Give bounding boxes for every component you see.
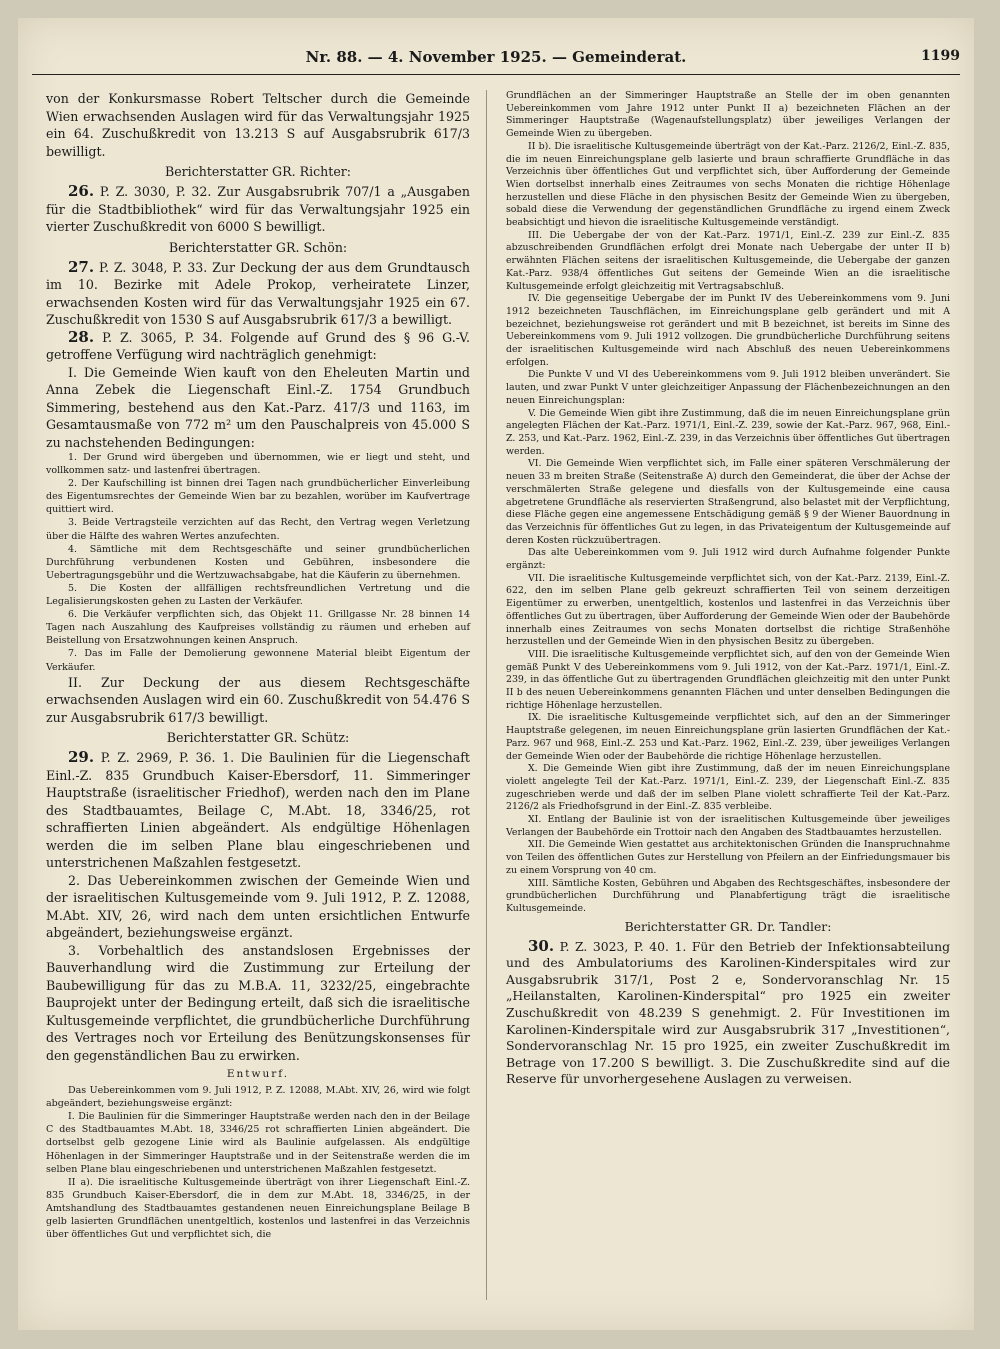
- paragraph-text: Berichterstatter GR. Richter:: [164, 164, 352, 179]
- small-paragraph: [506, 90, 950, 141]
- small-paragraph: [46, 1110, 470, 1175]
- paragraph-text: III. Die Uebergabe der von der Kat.-Parz. 1971/1, Einl.-Z. 239 zur Einl.-Z. 835 abzuschreibenden Grundflächen erfolgt drei Monate nach Uebergabe der unter II b) erwähnten Flächen seitens der israelitischen Kultusgemeinde, die Uebergabe der ganzen Kat.-Parz. 938/4 öffentliches Gut seitens der Gemeinde Wien an die israelitische Kultusgemeinde erfolgt gleichzeitig mit Vertragsabschluß.: [506, 229, 950, 292]
- paragraph: [46, 872, 470, 942]
- small-paragraph: [506, 369, 950, 407]
- paragraph-text: Berichterstatter GR. Schön:: [168, 239, 348, 255]
- paragraph-text: II. Zur Deckung der aus diesem Rechtsgeschäfte erwachsenden Auslagen wird ein 60. Zuschußkredit von 54.476 S zur Ausgabsrubrik 617/3 bewilligt.: [46, 674, 470, 725]
- paragraph-text: P. Z. 3048, P. 33. Zur Deckung der aus dem Grundtausch im 10. Bezirke mit Adele Prokop, verheiratete Linzer, erwachsenden Kosten wird für das Verwaltungsjahr 1925 ein 67. Zuschußkredit von 1530 S auf Ausgabsrubrik 617/3 a bewilligt.: [46, 259, 470, 327]
- section-heading: [46, 1067, 470, 1082]
- newspaper-page: [18, 18, 974, 1330]
- reporter-heading: [46, 728, 470, 747]
- reporter-heading: [46, 238, 470, 257]
- small-paragraph: [46, 516, 470, 542]
- paragraph-text: Das Uebereinkommen vom 9. Juli 1912, P. Z. 12088, M.Abt. XIV, 26, wird wie folgt abgeändert, beziehungsweise ergänzt:: [46, 1085, 470, 1110]
- header-title: Nr. 88. — 4. November 1925. — Gemeinderat.: [305, 48, 687, 66]
- paragraph-text: Die Punkte V und VI des Uebereinkommens vom 9. Juli 1912 bleiben unverändert. Sie lauten, und zwar Punkt V unter gleichzeitiger Anpassung der Flächenbezeichnungen an den neuen Einreichungsplan:: [506, 369, 950, 406]
- paragraph-text: 5. Die Kosten der allfälligen rechtsfreundlichen Vertretung und die Legalisierungskosten gehen zu Lasten der Verkäufer.: [46, 582, 470, 608]
- paragraph-text: I. Die Gemeinde Wien kauft von den Eheleuten Martin und Anna Zebek die Liegenschaft Einl.-Z. 1754 Grundbuch Simmering, bestehend aus den Kat.-Parz. 417/3 und 1163, im Gesamtausmaße von 772 m² um den Pauschalpreis von 45.000 S zu nachstehenden Bedingungen:: [46, 364, 470, 450]
- paragraph-text: II a). Die israelitische Kultusgemeinde überträgt von ihrer Liegenschaft Einl.-Z. 835 Grundbuch Kaiser-Ebersdorf, die in dem zur M.Abt. 18, 3346/25, in der Amtshandlung des Stadtbauamtes gestandenen neuen Einreichungsplane Beilage B gelb lasierten Grundflächen unentgeltlich, kostenlos und lastenfrei in das Verzeichnis über öffentliches Gut und verpflichtet sich, die: [46, 1176, 470, 1241]
- paragraph-text: VII. Die israelitische Kultusgemeinde verpflichtet sich, von der Kat.-Parz. 2139, Einl.-Z. 622, den im selben Plane gelb gekreuzt schraffierten Teil von seinem derzeitigen Eigentümer zu erwerben, unentgeltlich, kostenlos und lastenfrei in das Verzeichnis über öffentliches Gut zu übertragen, über Aufforderung der Gemeinde Wien oder der Baubehörde innerhalb eines Zeitraumes von sechs Monaten dortselbst die richtige Straßenhöhe herzustellen und der Gemeinde Wien in den physischen Besitz zu übergeben.: [506, 572, 950, 648]
- small-paragraph: [506, 230, 950, 294]
- small-paragraph: [506, 573, 950, 649]
- paragraph-text: Entwurf.: [226, 1068, 290, 1081]
- paragraph: [46, 364, 470, 452]
- paragraph: [46, 674, 470, 727]
- paragraph-text: 4. Sämtliche mit dem Rechtsgeschäfte und seiner grundbücherlichen Durchführung verbundenen Kosten und Gebühren, insbesondere die Uebertragungsgebühr und die Wertzuwachsabgabe, hat die Käuferin zu übernehmen.: [46, 543, 470, 581]
- paragraph: [46, 183, 470, 236]
- paragraph-text: IV. Die gegenseitige Uebergabe der im Punkt IV des Uebereinkommens vom 9. Juni 1912 bezeichneten Tauschflächen, im Einreichungsplane gelb gerändert und mit A bezeichnet, beziehungsweise rot gerändert und mit B bezeichnet, ist bereits im Sinne des Uebereinkommens vom 9. Juli 1912 vollzogen. Die grundbücherliche Durchführung seitens der israelitischen Kultusgemeinde wird nach Abschluß des neuen Uebereinkommens erfolgen.: [506, 293, 950, 368]
- paragraph-text: XI. Entlang der Baulinie ist von der israelitischen Kultusgemeinde über jeweiliges Verlangen der Baubehörde ein Trottoir nach den Angaben des Stadtbauamtes herzustellen.: [506, 814, 950, 838]
- small-paragraph: [506, 141, 950, 230]
- small-paragraph: [46, 451, 470, 477]
- paragraph-text: VIII. Die israelitische Kultusgemeinde verpflichtet sich, auf den von der Gemeinde Wien gemäß Punkt V des Uebereinkommens vom 9. Juli 1912, von der Kat.-Parz. 1971/1, Einl.-Z. 239, in das öffentliche Gut zu übertragenden Grundflächen gleichzeitig mit den unter Punkt II b des neuen Uebereinkommens genannten Flächen und unter denselben Bedingungen die richtige Höhenlage herzustellen.: [506, 648, 950, 711]
- paragraph-text: XIII. Sämtliche Kosten, Gebühren und Abgaben des Rechtsgeschäftes, insbesondere der grundbücherlichen Durchführung und Planabfertigung trägt die israelitische Kultusgemeinde.: [506, 877, 950, 914]
- paragraph-text: 3. Beide Vertragsteile verzichten auf das Recht, den Vertrag wegen Verletzung über die Hälfte des wahren Wertes anzufechten.: [46, 517, 470, 542]
- small-paragraph: [46, 1084, 470, 1110]
- small-paragraph: [506, 878, 950, 916]
- item-number: 28.: [68, 327, 95, 346]
- small-paragraph: [46, 1176, 470, 1241]
- column-divider: [486, 90, 487, 1300]
- item-number: 26.: [68, 182, 95, 200]
- paragraph-text: 6. Die Verkäufer verpflichten sich, das Objekt 11. Grillgasse Nr. 28 binnen 14 Tagen nach Auszahlung des Kaufpreises vollständig zu räumen und erheben auf Beistellung von Ersatzwohnungen keinen Anspruch.: [46, 609, 470, 647]
- reporter-heading: [46, 162, 470, 181]
- paragraph-text: I. Die Baulinien für die Simmeringer Hauptstraße werden nach den in der Beilage C des Stadtbauamtes M.Abt. 18, 3346/25 rot schraffierten Linien abgeändert. Die dortselbst gelb gezogene Linie wird als Baulinie aufgelassen. Als endgültige Höhenlagen in der Simmeringer Hauptstraße und in der Seitenstraße werden die im selben Plane blau eingeschriebenen und unterstrichenen Maßzahlen festgesetzt.: [46, 1111, 470, 1175]
- paragraph: [46, 942, 470, 1065]
- small-paragraph: [506, 814, 950, 839]
- paragraph: [46, 90, 470, 160]
- small-paragraph: [506, 763, 950, 814]
- small-paragraph: [506, 712, 950, 763]
- reporter-heading: [506, 918, 950, 936]
- small-paragraph: [46, 582, 470, 608]
- small-paragraph: [46, 477, 470, 516]
- small-paragraph: [46, 608, 470, 647]
- page-header: [32, 44, 960, 75]
- item-number: 29.: [68, 748, 95, 767]
- paragraph: [46, 259, 470, 329]
- page-number: 1199: [921, 48, 960, 64]
- paragraph-text: VI. Die Gemeinde Wien verpflichtet sich, im Falle einer späteren Verschmälerung der neuen 33 m breiten Straße (Seitenstraße A) durch den Gemeinderat, die über der Achse der verschmälerten Straße gelegene und diesfalls von der Kultusgemeinde eine causa abgetretene Grundfläche als reservierten Straßengrund, also belastet mit der Verpflichtung, diese Fläche gegen eine angemessene Entschädigung gemäß § 9 der Wiener Bauordnung in das Verzeichnis für öffentliches Gut zu legen, in das Privateigentum der Kultusgemeinde auf deren Kosten rückzuübertragen.: [506, 458, 950, 546]
- paragraph-text: 2. Der Kaufschilling ist binnen drei Tagen nach grundbücherlicher Einverleibung des Eigentumsrechtes der Gemeinde Wien bar zu bezahlen, worüber im Kaufvertrage quittiert wird.: [46, 478, 470, 516]
- small-paragraph: [46, 647, 470, 673]
- paragraph-text: P. Z. 2969, P. 36. 1. Die Baulinien für die Liegenschaft Einl.-Z. 835 Grundbuch Kaiser-Ebersdorf, 11. Simmeringer Hauptstraße (israelitischer Friedhof), werden nach den im Plane des Stadtbauamtes, Beilage C, M.Abt. 18, 3346/25, rot schraffierten Linien abgeändert. Als endgültige Höhenlagen werden die im selben Plane blau eingeschriebenen und unterstrichenen Maßzahlen festgesetzt.: [46, 750, 470, 871]
- small-paragraph: [506, 547, 950, 572]
- paragraph-text: P. Z. 3023, P. 40. 1. Für den Betrieb der Infektionsabteilung und des Ambulatoriums des Karolinen-Kinderspitales wird zur Ausgabsrubrik 317/1, Post 2 e, Sondervoranschlag Nr. 15 „Heilanstalten, Karolinen-Kinderspital“ pro 1925 ein zweiter Zuschußkredit von 48.239 S genehmigt. 2. Für Investitionen im Karolinen-Kinderspitale wird zur Ausgabsrubrik 317 „Investitionen“, Sondervoranschlag Nr. 15 pro 1925, ein zweiter Zuschußkredit im Betrage von 17.200 S bewilligt. 3. Die Zuschußkredite sind auf die Reserve für unvorhergesehene Auslagen zu verweisen.: [506, 938, 950, 1087]
- paragraph-text: XII. Die Gemeinde Wien gestattet aus architektonischen Gründen die Inanspruchnahme von Teilen des öffentlichen Gutes zur Herstellung von Pfeilern an der Einfriedungsmauer bis zu einem Vorsprung von 40 cm.: [506, 839, 950, 876]
- small-paragraph: [506, 408, 950, 459]
- small-paragraph: [506, 293, 950, 369]
- paragraph-text: Berichterstatter GR. Schütz:: [166, 730, 350, 746]
- paragraph: [46, 749, 470, 872]
- paragraph-text: 2. Das Uebereinkommen zwischen der Gemeinde Wien und der israelitischen Kultusgemeinde vom 9. Juli 1912, P. Z. 12088, M.Abt. XIV, 26, wird nach dem unten ersichtlichen Entwurfe abgeändert, beziehungsweise ergänzt.: [46, 872, 470, 941]
- paragraph-text: II b). Die israelitische Kultusgemeinde überträgt von der Kat.-Parz. 2126/2, Einl.-Z. 835, die im neuen Einreichungsplane gelb lasierte und braun schraffierte Grundfläche in das Verzeichnis über öffentliches Gut und verpflichtet sich, über Aufforderung der Gemeinde Wien dortselbst innerhalb eines Zeitraumes von sechs Monaten die richtige Höhenlage herzustellen und diese Fläche in den physischen Besitz der Gemeinde Wien zu übergeben, sobald diese die Verwendung der gegenständlichen Grundfläche zu irgend einem Zweck beabsichtigt und hievon die israelitische Kultusgemeinde verständigt.: [506, 140, 950, 229]
- paragraph-text: X. Die Gemeinde Wien gibt ihre Zustimmung, daß der im neuen Einreichungsplane violett angelegte Teil der Kat.-Parz. 1971/1, Einl.-Z. 239, der Liegenschaft Einl.-Z. 835 zugeschrieben werde und daß der im selben Plane violett schraffierte Teil der Kat.-Parz. 2126/2 als Friedhofsgrund in der Einl.-Z. 835 verbleibe.: [506, 763, 950, 813]
- paragraph-text: IX. Die israelitische Kultusgemeinde verpflichtet sich, auf den an der Simmeringer Hauptstraße gelegenen, im neuen Einreichungsplane grün lasierten Grundflächen der Kat.-Parz. 967 und 968, Einl.-Z. 253 und Kat.-Parz. 1962, Einl.-Z. 239, über jeweiliges Verlangen der Gemeinde Wien oder der Baubehörde die richtige Höhenlage herzustellen.: [506, 712, 950, 762]
- paragraph-text: P. Z. 3030, P. 32. Zur Ausgabsrubrik 707/1 a „Ausgaben für die Stadtbibliothek“ wird für das Verwaltungsjahr 1925 ein vierter Zuschußkredit von 6000 S bewilligt.: [46, 184, 470, 234]
- right-column: [506, 90, 950, 1088]
- paragraph-text: 3. Vorbehaltlich des anstandslosen Ergebnisses der Bauverhandlung wird die Zustimmung zur Erteilung der Baubewilligung für das zu M.B.A. 11, 3232/25, eingebrachte Bauprojekt unter der Bedingung erteilt, daß sich die israelitische Kultusgemeinde verpflichtet, die grundbücherliche Durchführung des Vertrages noch vor Erteilung des Benützungskonsenses für den gegenständlichen Bau zu erwirken.: [46, 942, 470, 1063]
- paragraph-text: 1. Der Grund wird übergeben und übernommen, wie er liegt und steht, und vollkommen satz- und lastenfrei übertragen.: [46, 452, 470, 477]
- paragraph-text: Grundflächen an der Simmeringer Hauptstraße an Stelle der im oben genannten Uebereinkommen vom Jahre 1912 unter Punkt II a) bezeichneten Flächen an der Simmeringer Hauptstraße (Wagenaufstellungsplatz) über jeweiliges Verlangen der Gemeinde Wien zu übergeben.: [506, 90, 950, 140]
- item-number: 30.: [528, 936, 555, 955]
- paragraph-text: von der Konkursmasse Robert Teltscher durch die Gemeinde Wien erwachsenden Auslagen wird für das Verwaltungsjahr 1925 ein 64. Zuschußkredit von 13.213 S auf Ausgabsrubrik 617/3 bewilligt.: [46, 91, 470, 159]
- item-number: 27.: [68, 257, 95, 276]
- small-paragraph: [506, 458, 950, 547]
- paragraph: [506, 938, 950, 1088]
- paragraph-text: P. Z. 3065, P. 34. Folgende auf Grund des § 96 G.-V. getroffene Verfügung wird nachträglich genehmigt:: [46, 329, 470, 362]
- small-paragraph: [506, 839, 950, 877]
- paragraph-text: 7. Das im Falle der Demolierung gewonnene Material bleibt Eigentum der Verkäufer.: [46, 648, 470, 673]
- paragraph-text: Das alte Uebereinkommen vom 9. Juli 1912 wird durch Aufnahme folgender Punkte ergänzt:: [506, 547, 950, 572]
- small-paragraph: [506, 649, 950, 713]
- left-column: [46, 90, 470, 1241]
- paragraph: [46, 329, 470, 364]
- paragraph-text: V. Die Gemeinde Wien gibt ihre Zustimmung, daß die im neuen Einreichungsplane grün angelegten Flächen der Kat.-Parz. 1971/1, Einl.-Z. 239, sowie der Kat.-Parz. 967, 968, Einl.-Z. 253, und Kat.-Parz. 1962, Einl.-Z. 239, in das Verzeichnis über öffentliches Gut übertragen werden.: [506, 407, 950, 457]
- small-paragraph: [46, 543, 470, 582]
- paragraph-text: Berichterstatter GR. Dr. Tandler:: [624, 918, 832, 934]
